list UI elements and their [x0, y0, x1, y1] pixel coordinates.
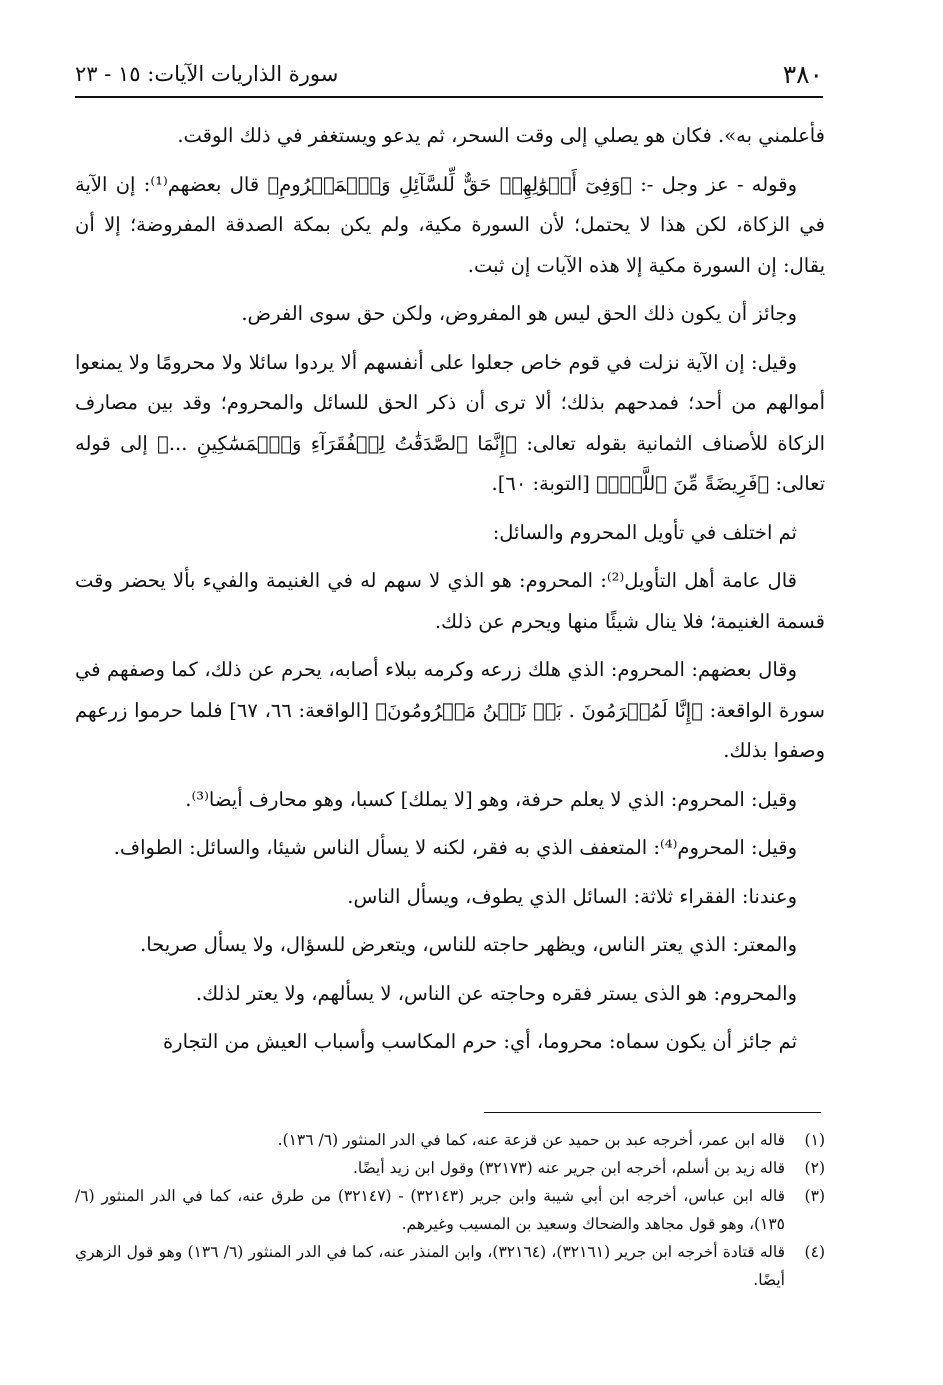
footnotes [75, 1126, 825, 1294]
paragraph: وجائز أن يكون ذلك الحق ليس هو المفروض، ولكن حق سوى الفرض. [241, 302, 797, 325]
footnote-number: (٤) [804, 1243, 825, 1261]
page-number: ٣٨٠ [782, 60, 823, 89]
main-text [75, 116, 825, 1071]
paragraph: وقيل: إن الآية نزلت في قوم خاص جعلوا على أنفسهم ألا يردوا سائلا ولا محرومًا ولا يمنعوا أموالهم من أحد؛ فمدحهم بذلك؛ ألا ترى أن ذكر الحق للسائل والمحروم؛ وقد بين مصارف الزكاة للأصناف الثمانية بقوله تعالى: ﴿إِنَّمَا ٱلصَّدَقَٰتُ لِلۡفُقَرَآءِ وَٱلۡمَسَٰكِينِ ...﴾ إلى قوله تعالى: ﴿فَرِيضَةً مِّنَ ٱللَّهِۗ﴾ [التوبة: ٦٠]. [75, 350, 825, 495]
paragraph: وعندنا: الفقراء ثلاثة: السائل الذي يطوف، ويسأل الناس. [347, 884, 797, 908]
paragraph: وقال بعضهم: المحروم: الذي هلك زرعه وكرمه ببلاء أصابه، يحرم عن ذلك، كما وصفهم في سورة الواقعة: ﴿إِنَّا لَمُغۡرَمُونَ . بَلۡ نَحۡنُ مَحۡرُومُونَ﴾ [الواقعة: ٦٦، ٦٧] فلما حرموا زرعهم وصفوا بذلك. [75, 658, 825, 762]
paragraph: قال عامة أهل التأويل⁽²⁾: المحروم: هو الذي لا سهم له في الغنيمة والفيء بألا يحضر وقت قسمة الغنيمة؛ فلا ينال شيئًا منها ويحرم عن ذلك. [75, 569, 825, 633]
footnote [75, 1182, 825, 1238]
paragraph: والمحروم: هو الذى يستر فقره وحاجته عن الناس، لا يسألهم، ولا يعتر لذلك. [195, 981, 797, 1005]
footnote-number: (٢) [804, 1159, 825, 1177]
footnote-divider [484, 1112, 821, 1113]
footnote [75, 1238, 825, 1294]
paragraph: ثم جائز أن يكون سماه: محروما، أي: حرم المكاسب وأسباب العيش من التجارة [162, 1030, 797, 1053]
footnote-number: (٣) [804, 1187, 825, 1205]
paragraph: وقيل: المحروم⁽⁴⁾: المتعفف الذي به فقر، لكنه لا يسأل الناس شيئا، والسائل: الطواف. [113, 836, 797, 859]
footnote-number: (١) [804, 1131, 825, 1149]
footnote-text: قاله ابن عباس، أخرجه ابن أبي شيبة وابن جرير (٣٢١٤٣) - (٣٢١٤٧) من طرق عنه، كما في الدر المنثور (٦/ ١٣٥)، وهو قول مجاهد والضحاك وسعيد بن المسيب وغيرهم. [75, 1187, 785, 1233]
paragraph: وقيل: المحروم: الذي لا يعلم حرفة، وهو [لا يملك] كسبا، وهو محارف أيضا⁽³⁾. [185, 787, 797, 811]
footnote-text: قاله ابن عمر، أخرجه عبد بن حميد عن قزعة عنه، كما في الدر المنثور (٦/ ١٣٦). [277, 1131, 785, 1149]
running-title: سورة الذاريات الآيات: ١٥ - ٢٣ [75, 62, 339, 86]
paragraph: ثم اختلف في تأويل المحروم والسائل: [492, 520, 797, 544]
footnote-text: قاله قتادة أخرجه ابن جرير (٣٢١٦١)، (٣٢١٦٤)، وابن المنذر عنه، كما في الدر المنثور (٦/ ١٣٦) وهو قول الزهري أيضًا. [75, 1243, 786, 1289]
footnote-text: قاله زيد بن أسلم، أخرجه ابن جرير عنه (٣٢١٧٣) وقول ابن زيد أيضًا. [352, 1159, 785, 1177]
page-header [75, 56, 823, 98]
footnote [75, 1126, 825, 1154]
paragraph: وقوله - عز وجل -: ﴿وَفِىٓ أَمۡوَٰلِهِمۡ حَقٌّ لِّلسَّآئِلِ وَٱلۡمَحۡرُومِ﴾ قال بعضهم⁽¹⁾: إن الآية في الزكاة، لكن هذا لا يحتمل؛ لأن السورة مكية، ولم يكن بمكة الصدقة المفروضة؛ إلا أن يقال: إن السورة مكية إلا هذه الآيات إن ثبت. [75, 172, 825, 277]
paragraph: فأعلمني به». فكان هو يصلي إلى وقت السحر، ثم يدعو ويستغفر في ذلك الوقت. [177, 124, 825, 147]
footnote [75, 1154, 825, 1182]
paragraph: والمعتر: الذي يعتر الناس، ويظهر حاجته للناس، ويتعرض للسؤال، ولا يسأل صريحا. [140, 933, 797, 956]
